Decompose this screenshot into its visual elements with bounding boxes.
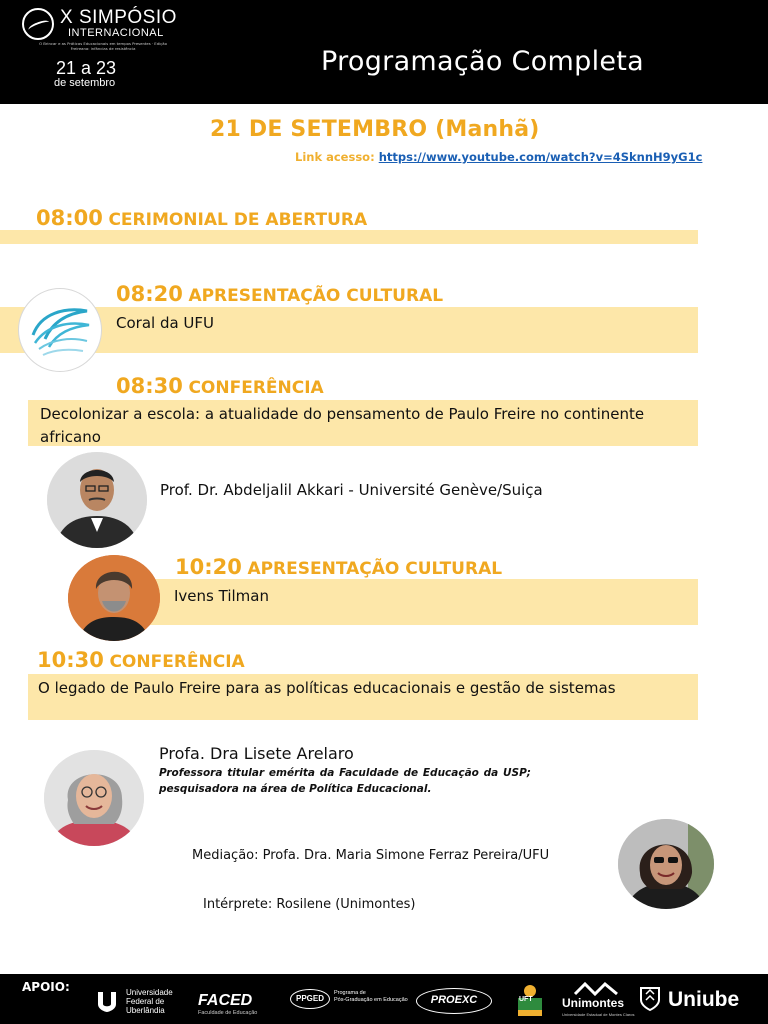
faced-subtitle: Faculdade de Educação	[198, 1010, 258, 1016]
apoio-label: APOIO:	[22, 980, 70, 994]
globe-icon	[22, 8, 54, 40]
footer-sponsors	[0, 974, 768, 1024]
mediation-text: Mediação: Profa. Dra. Maria Simone Ferraz Pereira/UFU	[192, 848, 550, 863]
uniube-shield-icon	[639, 986, 661, 1012]
speaker-avatar-akkari	[47, 452, 147, 548]
faced-logo: FACED	[198, 992, 253, 1009]
schedule-item-0820	[116, 282, 443, 306]
header-bar	[0, 0, 768, 104]
event-subtitle: INTERNACIONAL	[68, 27, 164, 39]
session-detail: O legado de Paulo Freire para as políticas educacionais e gestão de sistemas	[38, 679, 616, 697]
interpreter-text: Intérprete: Rosilene (Unimontes)	[203, 897, 416, 912]
event-month: de setembro	[54, 77, 116, 89]
time-label: 08:20	[116, 282, 183, 306]
page-title: Programação Completa	[321, 46, 645, 77]
uniube-name: Uniube	[668, 988, 740, 1011]
session-detail: Coral da UFU	[116, 314, 215, 332]
unimontes-logo-icon	[573, 980, 619, 996]
access-link-row	[295, 150, 702, 164]
time-label: 08:00	[36, 206, 103, 230]
session-detail: Ivens Tilman	[174, 587, 269, 605]
schedule-item-1030	[37, 648, 245, 672]
day-heading: 21 DE SETEMBRO (Manhã)	[210, 117, 540, 142]
event-dates: 21 a 23	[56, 58, 117, 78]
time-label: 08:30	[116, 374, 183, 398]
session-label: CERIMONIAL DE ABERTURA	[108, 210, 368, 230]
highlight-band	[0, 230, 698, 244]
speaker-avatar-arelaro	[44, 750, 144, 846]
ufu-name: Universidade Federal de Uberlândia	[126, 988, 173, 1015]
coral-ufu-logo	[18, 288, 102, 372]
schedule-item-0800	[36, 206, 367, 230]
ufu-logo-icon	[94, 990, 120, 1014]
highlight-band	[0, 307, 698, 353]
unimontes-subtitle: Universidade Estadual de Montes Claros	[562, 1012, 635, 1017]
speaker-name: Prof. Dr. Abdeljalil Akkari - Université Genève/Suiça	[160, 481, 543, 499]
event-name: X SIMPÓSIO	[60, 7, 177, 28]
unimontes-name: Unimontes	[562, 996, 625, 1010]
performer-avatar-ivens	[68, 555, 160, 641]
ppged-subtitle: Programa de Pós-Graduação em Educação	[334, 990, 408, 1003]
speaker-bio: Professora titular emérita da Faculdade de Educação da USP; pesquisadora na área de Política Educacional.	[159, 767, 531, 795]
schedule-item-0830	[116, 374, 324, 398]
ppged-logo: PPGED	[290, 989, 330, 1009]
session-label: CONFERÊNCIA	[109, 652, 245, 672]
speaker-name: Profa. Dra Lisete Arelaro	[159, 744, 354, 763]
event-tagline: O Brincar e as Práticas Educacionais em tempos Presentes · Edição Freireana: infâncias de resistência	[39, 41, 167, 51]
session-label: APRESENTAÇÃO CULTURAL	[188, 286, 444, 306]
session-label: CONFERÊNCIA	[188, 378, 324, 398]
link-label: Link acesso:	[295, 150, 375, 164]
time-label: 10:20	[175, 555, 242, 579]
proexc-logo: PROEXC	[416, 988, 492, 1014]
session-label: APRESENTAÇÃO CULTURAL	[247, 559, 503, 579]
schedule-item-1020	[175, 555, 502, 579]
mediator-avatar	[618, 819, 714, 909]
session-detail: Decolonizar a escola: a atualidade do pensamento de Paulo Freire no continente africano	[40, 405, 645, 446]
uft-label: UFT	[519, 996, 533, 1003]
time-label: 10:30	[37, 648, 104, 672]
youtube-link[interactable]: https://www.youtube.com/watch?v=4SknnH9yG1c	[378, 150, 703, 164]
